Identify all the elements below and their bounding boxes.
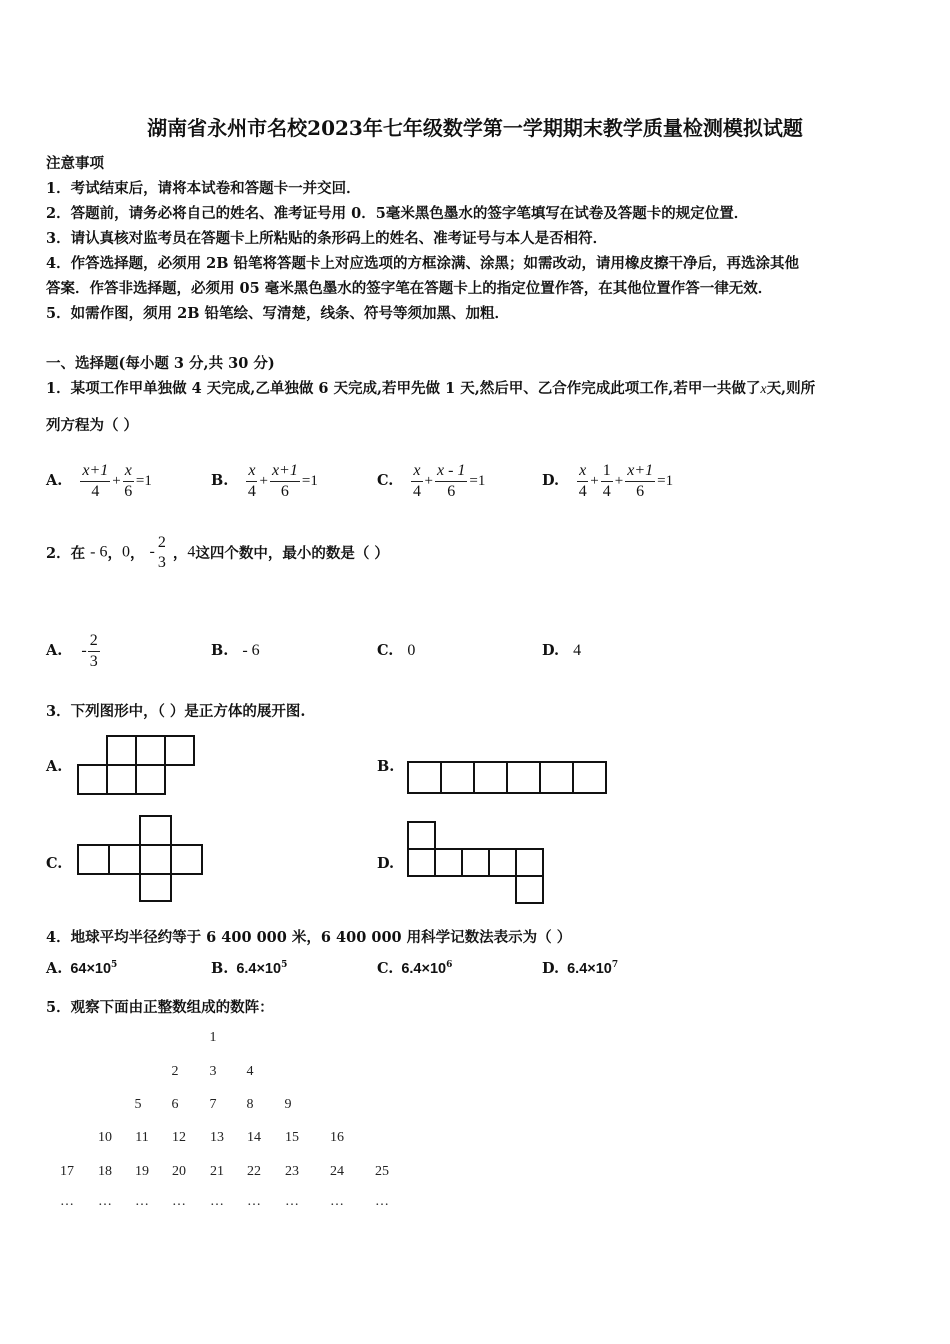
q1-option-a[interactable]: A. $\frac{x+1}{4}$ + $\frac{x}{6}$ =1 [46,462,152,500]
array-cell: 15 [285,1130,299,1145]
array-cell: … [135,1194,149,1209]
array-cell: … [285,1194,299,1209]
page-title: 湖南省永州市名校2023年七年级数学第一学期期末教学质量检测模拟试题 [147,116,803,140]
array-cell: … [172,1194,186,1209]
q3-net-d[interactable] [406,820,546,906]
array-cell: 5 [134,1097,142,1112]
notice-item: 4．作答选择题，必须用 2B 铅笔将答题卡上对应选项的方框涂满、涂黑；如需改动，请用橡皮擦干净后，再选涂其他 [46,255,800,272]
array-cell: 4 [246,1064,254,1079]
array-cell: 20 [172,1164,186,1179]
array-cell: 7 [209,1097,217,1112]
array-cell: 11 [135,1130,149,1145]
q3-net-b[interactable] [406,760,610,796]
array-cell: … [210,1194,224,1209]
array-cell: 13 [210,1130,224,1145]
q2-option-b[interactable]: B. - 6 [211,642,260,659]
array-cell: 9 [284,1097,292,1112]
array-cell: 17 [60,1164,74,1179]
question-2-text: 2．在 - 6，0， - 2 3 ，4这四个数中，最小的数是（ ） [46,534,389,571]
array-cell: … [247,1194,261,1209]
q3-label-a: A. [46,758,63,775]
array-cell: … [60,1194,74,1209]
q2-option-c[interactable]: C. 0 [377,642,416,659]
array-cell: 18 [98,1164,112,1179]
q1-option-d[interactable]: D. $\frac{x}{4}$ + $\frac{1}{4}$ + $\frac{x+1}{6}$ =1 [542,462,674,500]
q3-net-a[interactable] [76,734,200,796]
array-cell: 24 [330,1164,344,1179]
section-heading: 一、选择题(每小题 3 分,共 30 分) [46,355,275,372]
q2-option-d[interactable]: D. 4 [542,642,582,659]
notice-item: 答案．作答非选择题，必须用 05 毫米黑色墨水的签字笔在答题卡上的指定位置作答，在其他位置作答一律无效． [46,280,773,297]
notice-item: 1．考试结束后，请将本试卷和答题卡一并交回． [46,180,361,197]
q3-label-b: B. [377,758,395,775]
array-cell: 8 [246,1097,254,1112]
question-1-text-cont: 列方程为（ ） [46,417,139,434]
array-cell: 10 [98,1130,112,1145]
q2-option-a[interactable]: A. - $\frac{2}{3}$ [46,632,98,670]
question-3-text: 3．下列图形中，（ ）是正方体的展开图. [46,703,306,720]
array-cell: … [330,1194,344,1209]
q4-option-b[interactable]: B. $6.4\times 10^5$ [211,960,288,977]
notice-item: 5．如需作图，须用 2B 铅笔绘、写清楚，线条、符号等须加黑、加粗． [46,305,510,322]
question-1-text: 1．某项工作甲单独做 4 天完成,乙单独做 6 天完成,若甲先做 1 天,然后甲、乙合作完成此项工作,若甲一共做了x天,则所 [46,380,816,397]
notice-item: 2．答题前，请务必将自己的姓名、准考证号用 0．5毫米黑色墨水的签字笔填写在试卷及答题卡的规定位置． [46,205,749,222]
array-cell: 21 [210,1164,224,1179]
array-cell: 19 [135,1164,149,1179]
array-cell: 22 [247,1164,261,1179]
q4-option-c[interactable]: C. $6.4\times 10^6$ [377,960,453,977]
q4-option-a[interactable]: A. $64\times 10^5$ [46,960,118,977]
q3-label-c: C. [46,855,63,872]
q3-net-c[interactable] [76,814,206,904]
array-cell: 6 [171,1097,179,1112]
question-4-text: 4．地球平均半径约等于 6 400 000 米，6 400 000 用科学记数法表示为（ ） [46,929,572,946]
q1-option-c[interactable]: C. $\frac{x}{4}$ + $\frac{x - 1}{6}$ =1 [377,462,486,500]
array-cell: 14 [247,1130,261,1145]
array-cell: 2 [171,1064,179,1079]
array-cell: 12 [172,1130,186,1145]
array-cell: … [375,1194,389,1209]
q4-option-d[interactable]: D. $6.4\times 10^7$ [542,960,619,977]
array-cell: 25 [375,1164,389,1179]
array-cell: 1 [209,1030,217,1045]
array-cell: 3 [209,1064,217,1079]
array-cell: 16 [330,1130,344,1145]
notice-heading: 注意事项 [46,155,104,172]
notice-item: 3．请认真核对监考员在答题卡上所粘贴的条形码上的姓名、准考证号与本人是否相符． [46,230,608,247]
q1-option-b[interactable]: B. $\frac{x}{4}$ + $\frac{x+1}{6}$ =1 [211,462,318,500]
q3-label-d: D. [377,855,395,872]
array-cell: … [98,1194,112,1209]
question-5-text: 5．观察下面由正整数组成的数阵： [46,999,274,1016]
array-cell: 23 [285,1164,299,1179]
